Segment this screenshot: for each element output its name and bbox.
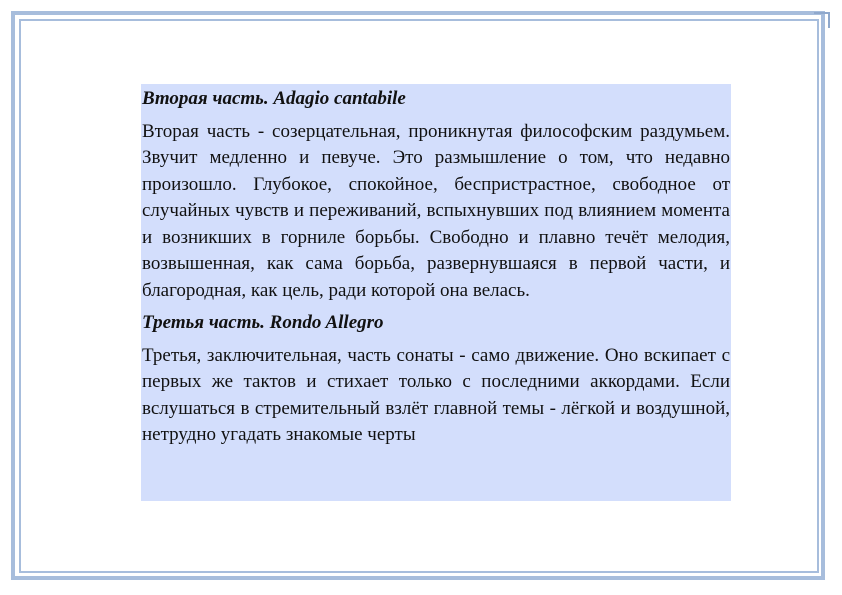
section-heading-third-movement: Третья часть. Rondo Allegro <box>142 312 384 333</box>
paragraph-second-movement: Вторая часть - созерцательная, проникнутая философским раздумьем. Звучит медленно и певуче. Это размышление о том, что недавно произошло. Глубокое, спокойное, беспристрастное, свободное от случайных чувств и переживаний, вспыхнувших под влиянием момента и возникших в горниле борьбы. Свободно и плавно течёт мелодия, возвышенная, как сама борьба, развернувшаяся в первой части, и благородная, как цель, ради которой она велась. <box>142 120 730 301</box>
section-heading-second-movement: Вторая часть. Adagio cantabile <box>142 88 406 109</box>
text-block <box>141 84 731 501</box>
paragraph-third-movement: Третья, заключительная, часть сонаты - само движение. Оно вскипает с первых же тактов и стихает только с последними аккордами. Если вслушаться в стремительный взлёт главной темы - лёгкой и воздушной, нетрудно угадать знакомые черты <box>142 344 730 445</box>
frame-corner-ornament <box>814 12 830 28</box>
